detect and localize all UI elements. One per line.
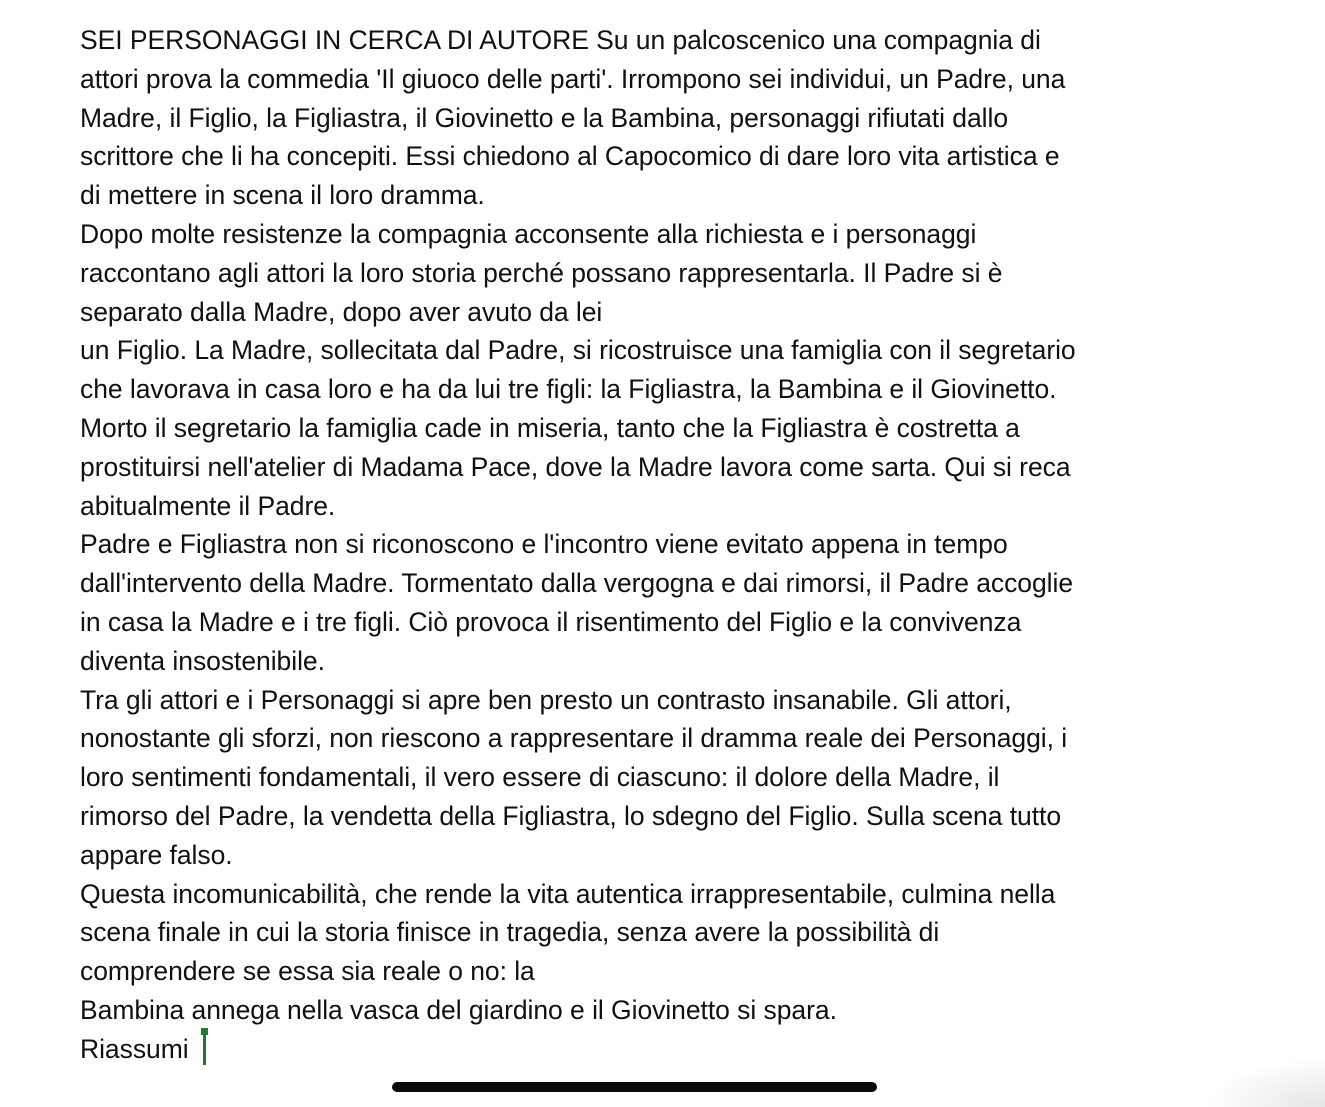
text-line: Padre e Figliastra non si riconoscono e l'incontro viene evitato appena in tempo [80,529,1008,560]
text-line: Madre, il Figlio, la Figliastra, il Giovinetto e la Bambina, personaggi rifiutati dallo [80,102,1009,133]
text-line: separato dalla Madre, dopo aver avuto da lei [80,296,603,327]
text-line: raccontano agli attori la loro storia perché possano rappresentarla. Il Padre si è [80,257,1003,288]
current-line [80,1030,1280,1069]
text-line: rimorso del Padre, la vendetta della Figliastra, lo sdegno del Figlio. Sulla scena tutto [80,800,1062,831]
text-line: scrittore che li ha concepiti. Essi chiedono al Capocomico di dare loro vita artistica e [80,141,1060,172]
text-line: diventa insostenibile. [80,645,325,676]
text-line: di mettere in scena il loro dramma. [80,180,485,211]
text-line: nonostante gli sforzi, non riescono a rappresentare il dramma reale dei Personaggi, i [80,723,1068,754]
current-line-text: Riassumi [80,1033,189,1064]
text-line: che lavorava in casa loro e ha da lui tre figli: la Figliastra, la Bambina e il Giovinetto. [80,374,1057,405]
text-line: SEI PERSONAGGI IN CERCA DI AUTORE Su un palcoscenico una compagnia di [80,25,1041,55]
text-line: Morto il segretario la famiglia cade in miseria, tanto che la Figliastra è costretta a [80,412,1020,443]
text-line: in casa la Madre e i tre figli. Ciò provoca il risentimento del Figlio e la convivenza [80,606,1022,637]
home-indicator[interactable] [392,1082,877,1092]
text-editor[interactable] [80,21,1280,1069]
text-line: loro sentimenti fondamentali, il vero essere di ciascuno: il dolore della Madre, il [80,762,1000,793]
text-line: Bambina annega nella vasca del giardino e il Giovinetto si spara. [80,994,837,1025]
text-line: dall'intervento della Madre. Tormentato dalla vergogna e dai rimorsi, il Padre accoglie [80,568,1074,599]
text-line: Tra gli attori e i Personaggi si apre ben presto un contrasto insanabile. Gli attori, [80,684,1012,715]
text-line: Dopo molte resistenze la compagnia acconsente alla richiesta e i personaggi [80,218,977,249]
text-cursor [203,1032,206,1065]
text-line: attori prova la commedia 'Il giuoco delle parti'. Irrompono sei individui, un Padre, una [80,63,1066,94]
text-line: abitualmente il Padre. [80,490,336,521]
corner-shadow [1205,1057,1325,1107]
text-line: Questa incomunicabilità, che rende la vita autentica irrappresentabile, culmina nella [80,878,1056,909]
text-line: comprendere se essa sia reale o no: la [80,956,535,987]
text-line: un Figlio. La Madre, sollecitata dal Padre, si ricostruisce una famiglia con il segretario [80,335,1076,366]
text-line: appare falso. [80,839,233,870]
text-line: scena finale in cui la storia finisce in tragedia, senza avere la possibilità di [80,917,940,948]
text-line: prostituirsi nell'atelier di Madama Pace, dove la Madre lavora come sarta. Qui si reca [80,451,1071,482]
